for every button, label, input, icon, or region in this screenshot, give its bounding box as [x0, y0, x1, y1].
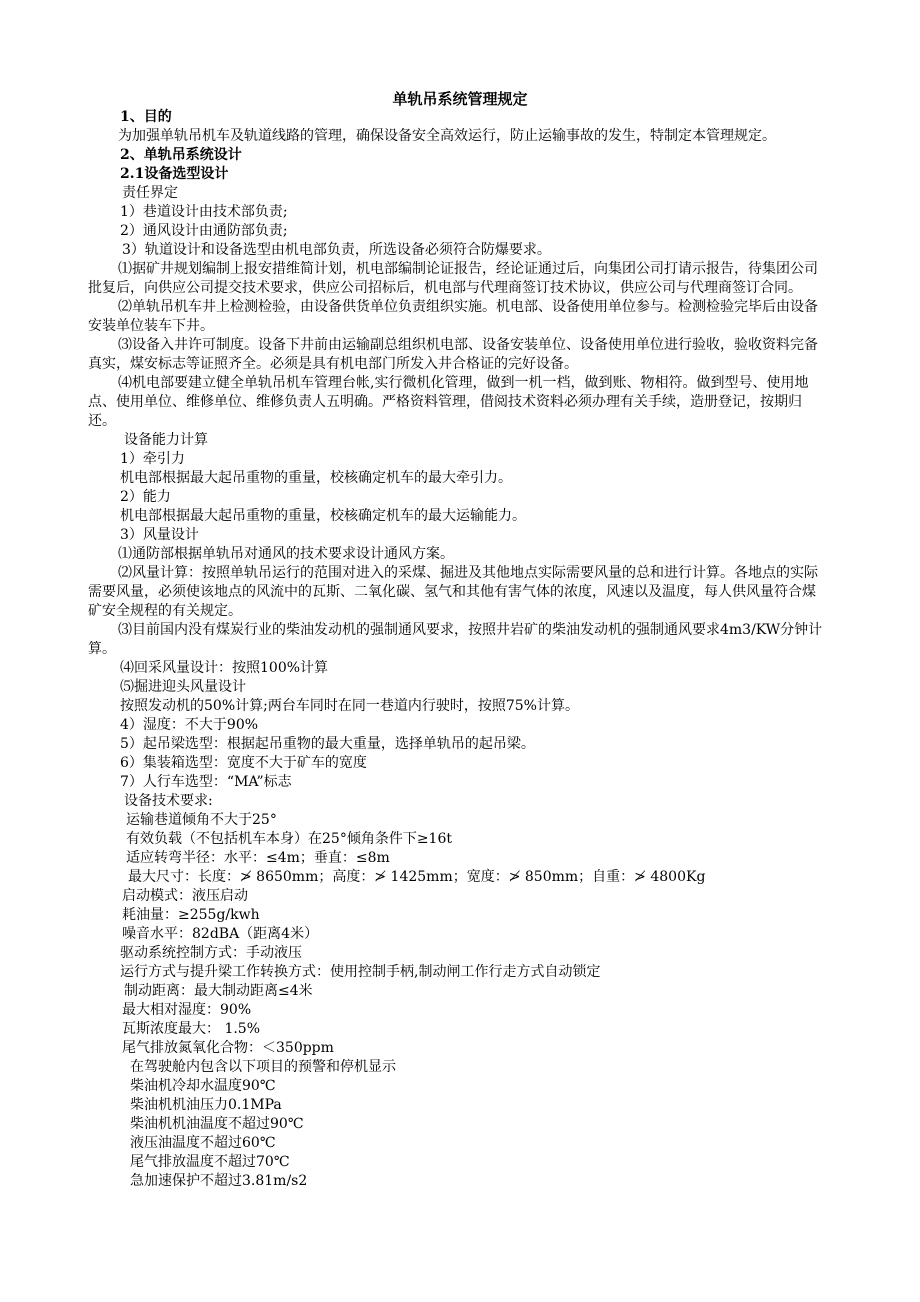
spec-item: 最大相对湿度：90%	[122, 1002, 252, 1018]
list-item: 5）起吊梁选型：根据起吊重物的最大重量，选择单轨吊的起吊梁。	[120, 736, 535, 752]
spec-item: 柴油机机油温度不超过90℃	[130, 1116, 304, 1132]
spec-item: 运输巷道倾角不大于25°	[126, 812, 277, 828]
paragraph: 机电部根据最大起吊重物的重量，校核确定机车的最大牵引力。	[120, 470, 512, 486]
paragraph: ⑵单轨吊机车井上检测检验，由设备供货单位负责组织实施。机电部、设备使用单位参与。检测检验完毕后由设备安装单位装车下井。	[88, 299, 818, 334]
spec-item: 柴油机冷却水温度90℃	[130, 1078, 276, 1094]
paragraph: 机电部根据最大起吊重物的重量，校核确定机车的最大运输能力。	[120, 508, 526, 524]
list-item: 2）能力	[120, 489, 171, 505]
spec-item: 驱动系统控制方式：手动液压	[120, 945, 302, 961]
spec-item: 液压油温度不超过60℃	[130, 1135, 276, 1151]
list-item: 1）牵引力	[120, 451, 185, 467]
paragraph: 按照发动机的50%计算;两台车同时在同一巷道内行驶时，按照75%计算。	[120, 698, 579, 714]
list-item: 3）轨道设计和设备选型由机电部负责，所选设备必须符合防爆要求。	[122, 242, 551, 258]
list-item: 1）巷道设计由技术部负责;	[120, 204, 288, 220]
spec-item: 尾气排放温度不超过70℃	[130, 1154, 290, 1170]
section-heading: 1、目的	[120, 109, 172, 125]
list-item: 4）湿度：不大于90%	[120, 717, 259, 733]
spec-item: 运行方式与提升梁工作转换方式：使用控制手柄,制动闸工作行走方式自动锁定	[120, 964, 601, 980]
page-title: 单轨吊系统管理规定	[392, 90, 528, 108]
paragraph: 设备技术要求:	[124, 793, 213, 809]
paragraph: ⑶设备入井许可制度。设备下井前由运输副总组织机电部、设备安装单位、设备使用单位进行验收，验收资料完备真实，煤安标志等证照齐全。必须是具有机电部门所发入井合格证的完好设备。	[88, 337, 818, 372]
paragraph: ⑷回采风量设计：按照100%计算	[120, 660, 329, 676]
paragraph: 责任界定	[122, 185, 178, 201]
spec-item: 尾气排放氮氧化合物：＜350ppm	[122, 1040, 334, 1056]
paragraph: ⑶目前国内没有煤炭行业的柴油发动机的强制通风要求，按照井岩矿的柴油发动机的强制通风要求4m3/KW分钟计算。	[88, 622, 823, 657]
spec-item: 耗油量：≥255g/kwh	[122, 907, 260, 923]
document-body	[88, 108, 823, 1191]
paragraph: ⑷机电部要建立健全单轨吊机车管理台帐,实行微机化管理，做到一机一档，做到账、物相符。做到型号、使用地点、使用单位、维修单位、维修负责人五明确。严格资料管理，借阅技术资料必须办理有关手续，造册登记，按期归还。	[88, 375, 809, 429]
subsection-heading: 2.1设备选型设计	[120, 166, 229, 182]
list-item: 2）通风设计由通防部负责;	[120, 223, 288, 239]
spec-item: 在驾驶舱内包含以下项目的预警和停机显示	[130, 1059, 396, 1075]
paragraph: 为加强单轨吊机车及轨道线路的管理，确保设备安全高效运行，防止运输事故的发生，特制定本管理规定。	[118, 128, 776, 144]
paragraph: ⑵风量计算：按照单轨吊运行的范围对进入的采煤、掘进及其他地点实际需要风量的总和进行计算。各地点的实际需要风量，必须使该地点的风流中的瓦斯、二氧化碳、氢气和其他有害气体的浓度，风速以及温度，每人供风量符合煤矿安全规程的有关规定。	[88, 565, 818, 619]
spec-item: 适应转弯半径：水平：≤4m；垂直：≤8m	[126, 850, 390, 866]
paragraph: ⑸掘进迎头风量设计	[120, 679, 246, 695]
spec-item: 急加速保护不超过3.81m/s2	[130, 1173, 308, 1189]
section-heading: 2、单轨吊系统设计	[120, 147, 242, 163]
spec-item: 启动模式：液压启动	[122, 888, 248, 904]
paragraph: ⑴据矿井规划编制上报安措维简计划，机电部编制论证报告，经论证通过后，向集团公司打请示报告，待集团公司批复后，向供应公司提交技术要求，供应公司招标后，机电部与代理商签订技术协议，供应公司与代理商签订合同。	[88, 261, 818, 296]
spec-item: 瓦斯浓度最大： 1.5%	[122, 1021, 261, 1037]
list-item: 6）集装箱选型：宽度不大于矿车的宽度	[120, 755, 367, 771]
spec-item: 有效负载（不包括机车本身）在25°倾角条件下≥16t	[126, 831, 452, 847]
spec-item: 制动距离：最大制动距离≤4米	[124, 983, 313, 999]
list-item: 3）风量设计	[120, 527, 199, 543]
list-item: 7）人行车选型：“MA”标志	[120, 774, 292, 790]
spec-item: 柴油机机油压力0.1MPa	[130, 1097, 282, 1113]
spec-item: 噪音水平：82dBA（距离4米）	[122, 926, 319, 942]
paragraph: 设备能力计算	[124, 432, 208, 448]
paragraph: ⑴通防部根据单轨吊对通风的技术要求设计通风方案。	[118, 546, 454, 562]
spec-item: 最大尺寸：长度：≯ 8650mm；高度：≯ 1425mm；宽度：≯ 850mm；自重：≯ 4800Kg	[128, 869, 706, 885]
